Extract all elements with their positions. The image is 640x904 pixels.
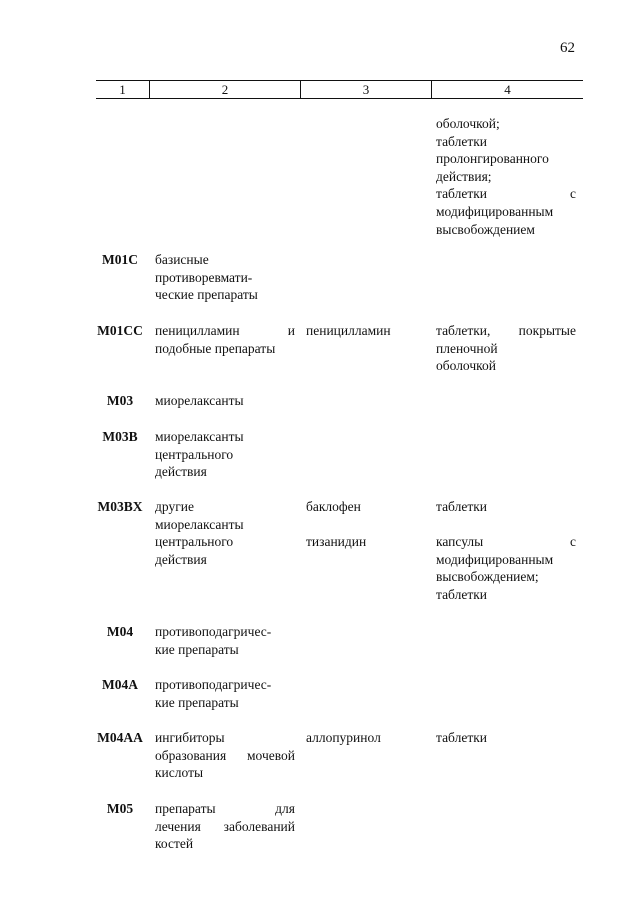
word: заболеваний — [223, 818, 295, 834]
text-line: пролонгированного — [436, 151, 549, 167]
text-line: высвобождением — [436, 221, 535, 237]
text-line: миорелаксанты — [155, 429, 244, 444]
text-line: высвобождением; — [436, 569, 539, 585]
text-line: миорелаксанты — [155, 516, 244, 532]
header-col-2: 2 — [221, 82, 229, 97]
group-name-cell — [155, 623, 295, 658]
word: таблетки — [436, 186, 488, 202]
substance-name: баклофен — [306, 499, 361, 514]
text-line: центрального — [155, 446, 234, 462]
word: с — [570, 534, 576, 549]
text-line: модифицированным — [436, 203, 554, 219]
dosage-form-cell — [436, 322, 576, 375]
substance-name: тизанидин — [306, 534, 367, 549]
dosage-form-cell: таблетки — [436, 730, 488, 745]
text-line — [436, 185, 576, 203]
substance-cell: аллопуринол — [306, 730, 381, 745]
atc-code: M03 — [106, 393, 134, 408]
atc-code: M03BX — [97, 499, 143, 514]
text-line: кие препараты — [155, 694, 239, 710]
text-line: кие препараты — [155, 641, 239, 657]
atc-code: M04A — [102, 677, 138, 692]
word: таблетки, — [436, 323, 491, 338]
word: и — [287, 323, 295, 338]
group-name-cell — [155, 251, 295, 304]
dosage-form-cell — [436, 533, 576, 603]
atc-code: M04AA — [97, 730, 143, 745]
header-col-4: 4 — [504, 82, 511, 97]
word: препараты — [155, 801, 216, 816]
group-name-cell — [155, 729, 295, 782]
text-line: кислоты — [155, 765, 204, 781]
table-header — [96, 80, 583, 99]
header-col-1: 1 — [119, 82, 126, 97]
group-name-cell — [155, 428, 295, 481]
text-line: пленочной — [436, 340, 498, 356]
atc-code: M05 — [106, 801, 134, 816]
text-line: центрального — [155, 534, 234, 550]
word: пеницилламин — [155, 323, 240, 338]
substance-cell — [306, 533, 424, 551]
word: покрытые — [518, 323, 576, 338]
text-line — [436, 533, 576, 551]
header-col-3: 3 — [362, 82, 370, 97]
atc-code: M01C — [102, 252, 138, 267]
text-line: таблетки — [436, 499, 488, 514]
text-line: противоподагричес- — [155, 624, 272, 639]
dosage-form-cell — [436, 115, 576, 238]
text-line: базисные — [155, 252, 209, 267]
word: мочевой — [247, 747, 295, 763]
text-line: модифицированным — [436, 551, 554, 567]
text-line: противоревмати- — [155, 269, 253, 285]
group-name-cell — [155, 498, 295, 568]
group-name-cell — [155, 322, 295, 357]
atc-code: M04 — [106, 624, 134, 639]
substance-cell: пеницилламин — [306, 323, 391, 338]
text-line — [155, 800, 295, 818]
text-line: оболочкой — [436, 358, 496, 374]
text-line — [155, 322, 295, 340]
text-line: оболочкой; — [436, 116, 500, 131]
text-line — [436, 322, 576, 340]
atc-code: M03B — [102, 429, 138, 444]
group-name-cell — [155, 676, 295, 711]
group-name-cell: миорелаксанты — [155, 393, 244, 408]
text-line: противоподагричес- — [155, 677, 272, 692]
text-line: таблетки — [436, 586, 488, 602]
atc-code: M01CC — [97, 323, 143, 338]
text-line: действия — [155, 464, 207, 480]
text-line: ингибиторы — [155, 730, 225, 745]
text-line: действия — [155, 551, 207, 567]
text-line: действия; — [436, 168, 492, 184]
word: для — [275, 801, 295, 816]
substance-cell — [306, 498, 424, 516]
text-line — [155, 818, 295, 836]
dosage-form-cell — [436, 498, 576, 516]
text-line — [155, 747, 295, 765]
page-number: 62 — [560, 40, 575, 56]
text-line: таблетки — [436, 133, 488, 149]
text-line: другие — [155, 499, 194, 514]
text-line: костей — [155, 836, 194, 852]
text-line: подобные препараты — [155, 340, 276, 356]
word: капсулы — [436, 534, 484, 549]
text-line: ческие препараты — [155, 287, 258, 303]
group-name-cell — [155, 800, 295, 853]
word: образования — [155, 747, 227, 763]
word: с — [570, 186, 576, 202]
word: лечения — [155, 818, 201, 834]
